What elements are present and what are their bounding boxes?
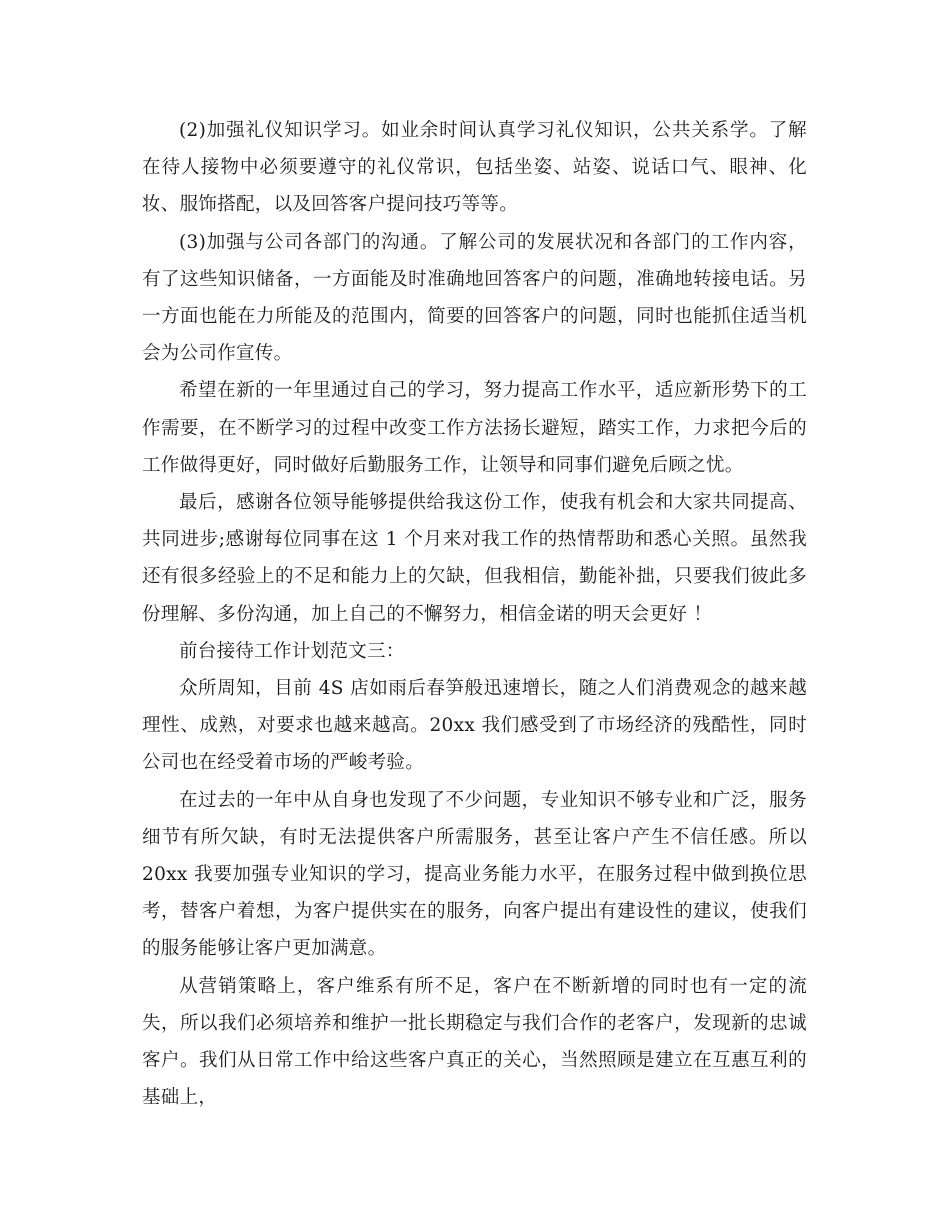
paragraph-department-communication: (3)加强与公司各部门的沟通。了解公司的发展状况和各部门的工作内容，有了这些知识储备，一方面能及时准确地回答客户的问题，准确地转接电话。另一方面也能在力所能及的范围内，简要的回答客户的问题，同时也能抓住适当机会为公司作宣传。: [142, 231, 807, 365]
paragraph-etiquette-study: (2)加强礼仪知识学习。如业余时间认真学习礼仪知识，公共关系学。了解在待人接物中必须要遵守的礼仪常识，包括坐姿、站姿、说话口气、眼神、化妆、服饰搭配，以及回答客户提问技巧等等。: [142, 120, 807, 216]
paragraph-new-year-hopes: 希望在新的一年里通过自己的学习，努力提高工作水平，适应新形势下的工作需要，在不断学习的过程中改变工作方法扬长避短，踏实工作，力求把今后的工作做得更好，同时做好后勤服务工作，让领导和同事们避免后顾之忧。: [142, 380, 807, 476]
section-heading-sample-three: 前台接待工作计划范文三：: [179, 640, 405, 662]
paragraph-thanks: 最后，感谢各位领导能够提供给我这份工作，使我有机会和大家共同提高、共同进步;感谢每位同事在这 1 个月来对我工作的热情帮助和悉心关照。虽然我还有很多经验上的不足和能力上的欠缺，但我相信，勤能补拙，只要我们彼此多份理解、多份沟通，加上自己的不懈努力，相信金诺的明天会更好 ！: [142, 492, 807, 625]
paragraph-self-review: 在过去的一年中从自身也发现了不少问题，专业知识不够专业和广泛，服务细节有所欠缺，有时无法提供客户所需服务，甚至让客户产生不信任感。所以 20xx 我要加强专业知识的学习，提高业务能力水平，在服务过程中做到换位思考，替客户着想，为客户提供实在的服务，向客户提出有建设性的建议，使我们的服务能够让客户更加满意。: [142, 789, 807, 960]
document-body: [142, 112, 807, 1116]
paragraph-marketing-strategy: 从营销策略上，客户维系有所不足，客户在不断新增的同时也有一定的流失，所以我们必须培养和维护一批长期稳定与我们合作的老客户，发现新的忠诚客户。我们从日常工作中给这些客户真正的关心，当然照顾是建立在互惠互利的基础上，: [142, 975, 807, 1109]
paragraph-market-context: 众所周知，目前 4S 店如雨后春笋般迅速增长，随之人们消费观念的越来越理性、成熟，对要求也越来越高。20xx 我们感受到了市场经济的残酷性，同时公司也在经受着市场的严峻考验。: [142, 678, 807, 774]
